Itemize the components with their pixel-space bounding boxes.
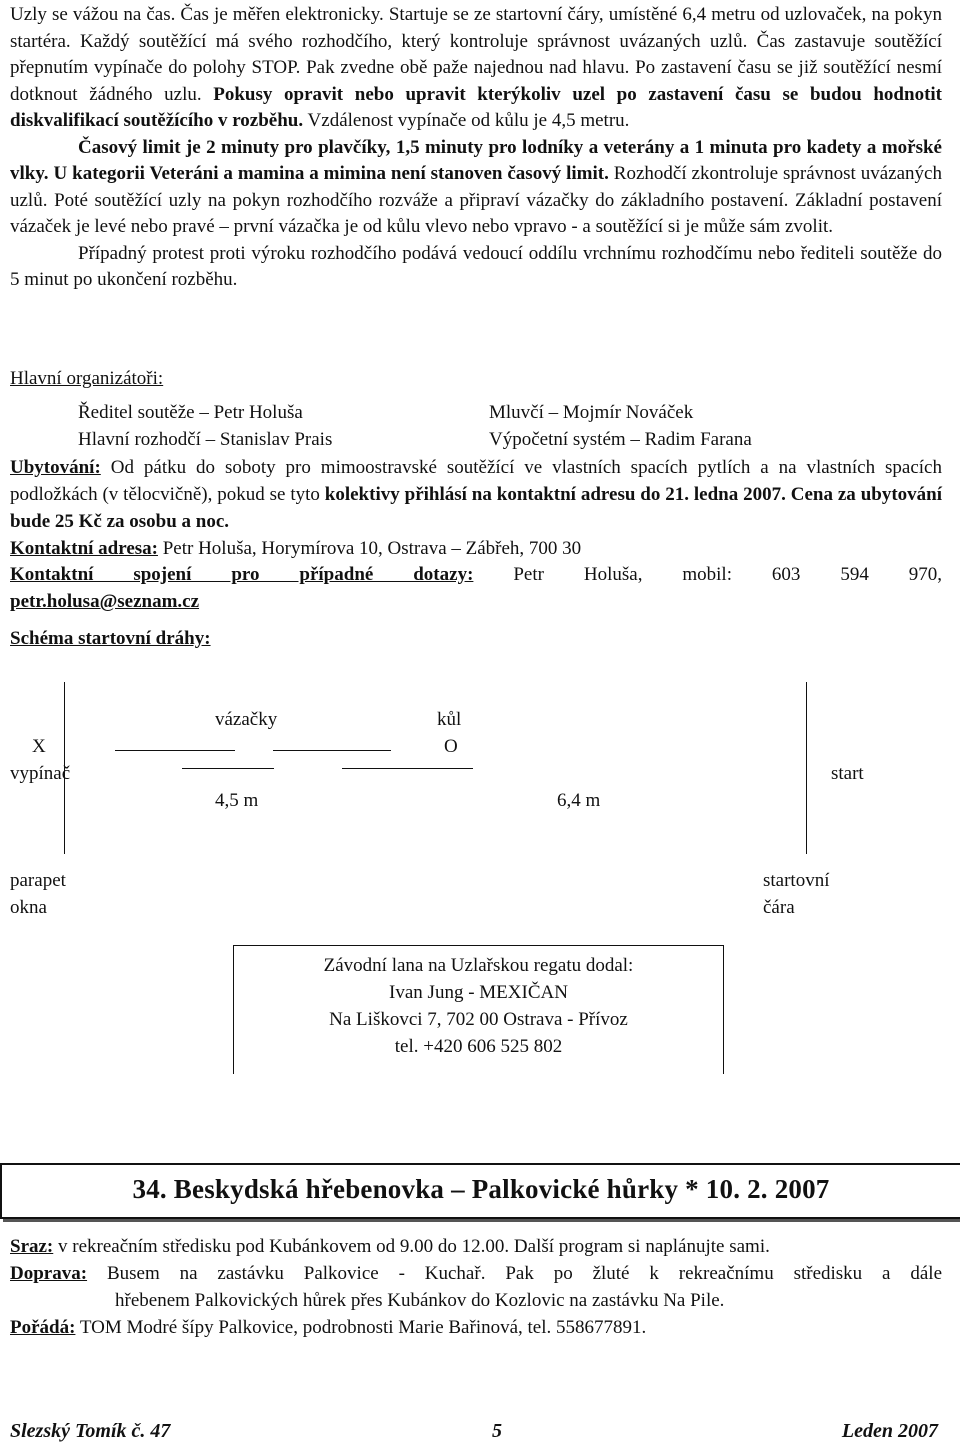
- event-transport: Doprava: Busem na zastávku Palkovice - Kuchař. Pak po žluté k rekreačnímu středisku a dále: [10, 1263, 943, 1284]
- accommodation-label: Ubytování:: [10, 457, 101, 478]
- meeting-label: Sraz:: [10, 1236, 54, 1257]
- sponsor-notice: [233, 945, 724, 1074]
- accommodation-booking: kolektivy přihlásí na kontaktní adresu do 21. ledna 2007. Cena za ubytování bude 25 Kč za osobu a noc.: [10, 484, 942, 532]
- parapet-label-1: parapet: [10, 870, 66, 891]
- start-label: start: [831, 763, 864, 784]
- distance-switch: 4,5 m: [215, 790, 259, 811]
- footer-page-number: 5: [492, 1420, 502, 1442]
- rules-disqualification: Pokusy opravit nebo upravit kterýkoliv uzel po zastavení času se budou hodnotit diskvalifikací soutěžícího v rozběhu.: [10, 83, 942, 131]
- post-label: kůl: [437, 709, 462, 730]
- notice-line-1: Závodní lana na Uzlařskou regatu dodal:: [323, 955, 634, 976]
- rules-paragraph-2: Časový limit je 2 minuty pro plavčíky, 1,5 minuty pro lodníky a veterány a 1 minuta pro kadety a mořské vlky. U kategorii Veteráni a mamina a mimina není stanoven časový limit. Rozhodčí zkontroluje správnost uvázaných uzlů. Poté soutěžící uzly na pokyn rozhodčího rozváže a připraví vázačky do základního postavení. Základní postavení vázaček je levé nebo pravé – první vázačka je od kůlu vlevo nebo vpravo - a soutěžící si je může sám zvolit.: [10, 136, 942, 237]
- notice-line-2: Ivan Jung - MEXIČAN: [389, 982, 568, 1003]
- switch-x-mark: X: [32, 736, 46, 757]
- rules-paragraph-3: Případný protest proti výroku rozhodčího podává vedoucí oddílu vrchnímu rozhodčímu nebo řediteli soutěže do 5 minut po ukončení rozběhu.: [10, 242, 942, 290]
- rules-paragraph-1: Uzly se vážou na čas. Čas je měřen elektronicky. Startuje se ze startovní čáry, umístěné 6,4 metru od uzlovaček, na pokyn startéra. Každý soutěžící má svého rozhodčího, který kontroluje správnost uvázaných uzlů. Čas zastavuje soutěžící přepnutím vypínače do polohy STOP. Pak zvedne obě paže najednou nad hlavu. Po zastavení času se již soutěžící nesmí dotknout žádného uzlu. Pokusy opravit nebo upravit kterýkoliv uzel po zastavení času se budou hodnotit diskvalifikací soutěžícího v rozběhu. Vzdálenost vypínače od kůlu je 4,5 metru.: [10, 4, 942, 131]
- start-line: [806, 682, 807, 854]
- start-line-label-1: startovní: [763, 870, 830, 891]
- organizer-spokesman: Mluvčí – Mojmír Nováček: [489, 402, 694, 423]
- event-organizer: Pořádá: TOM Modré šípy Palkovice, podrobnosti Marie Bařinová, tel. 558677891.: [10, 1317, 647, 1338]
- organizer-computing: Výpočetní systém – Radim Farana: [489, 429, 752, 450]
- event-title: 34. Beskydská hřebenovka – Palkovické hůrky * 10. 2. 2007: [132, 1174, 830, 1204]
- organizer-director: Ředitel soutěže – Petr Holuša: [78, 402, 303, 423]
- accommodation-paragraph: Ubytování: Od pátku do soboty pro mimoostravské soutěžící ve vlastních spacích pytlích a na vlastních spacích podložkách (v tělocvičně), pokud se tyto kolektivy přihlásí na kontaktní adresu do 21. ledna 2007. Cena za ubytování bude 25 Kč za osobu a noc.: [10, 457, 942, 532]
- notice-line-4: tel. +420 606 525 802: [394, 1036, 563, 1057]
- contact-address: Kontaktní adresa: Petr Holuša, Horymírova 10, Ostrava – Zábřeh, 700 30: [10, 538, 582, 559]
- distance-start: 6,4 m: [557, 790, 601, 811]
- organizer-chief-judge: Hlavní rozhodčí – Stanislav Prais: [78, 429, 333, 450]
- contact-email[interactable]: petr.holusa@seznam.cz: [10, 591, 200, 612]
- schema-heading: Schéma startovní dráhy:: [10, 628, 211, 649]
- knot-line-1: [115, 750, 235, 751]
- event-meeting: Sraz: v rekreačním středisku pod Kubánkovem od 9.00 do 12.00. Další program si naplánujte sami.: [10, 1236, 770, 1257]
- contact-inquiry: Kontaktní spojení pro případné dotazy: Petr Holuša, mobil: 603 594 970,: [10, 564, 943, 585]
- rules-time-limit: Časový limit je 2 minuty pro plavčíky, 1,5 minuty pro lodníky a veterány a 1 minuta pro kadety a mořské vlky. U kategorii Veteráni a mamina a mimina není stanoven časový limit.: [10, 136, 942, 184]
- knots-label: vázačky: [215, 709, 278, 730]
- organizer-label: Pořádá:: [10, 1317, 76, 1338]
- knot-line-3: [182, 768, 274, 769]
- contact-address-label: Kontaktní adresa:: [10, 538, 158, 559]
- notice-line-3: Na Liškovci 7, 702 00 Ostrava - Přívoz: [329, 1009, 628, 1030]
- knot-line-4: [342, 768, 473, 769]
- transport-label: Doprava:: [10, 1263, 88, 1284]
- parapet-label-2: okna: [10, 897, 47, 918]
- contact-inquiry-label: Kontaktní spojení pro případné dotazy:: [10, 564, 474, 585]
- start-line-label-2: čára: [763, 897, 795, 918]
- knot-line-2: [273, 750, 391, 751]
- page-footer: [0, 1418, 960, 1446]
- switch-label: vypínač: [10, 763, 71, 784]
- event-transport-cont: hřebenem Palkovických hůrek přes Kubánkov do Kozlovic na zastávku Na Pile.: [115, 1290, 725, 1311]
- organizers-heading: Hlavní organizátoři:: [10, 368, 164, 389]
- footer-date: Leden 2007: [841, 1420, 938, 1442]
- post-o-mark: O: [444, 736, 458, 757]
- rules-section: [10, 2, 942, 294]
- event-banner: [0, 1163, 960, 1219]
- footer-magazine: Slezský Tomík č. 47: [10, 1420, 171, 1442]
